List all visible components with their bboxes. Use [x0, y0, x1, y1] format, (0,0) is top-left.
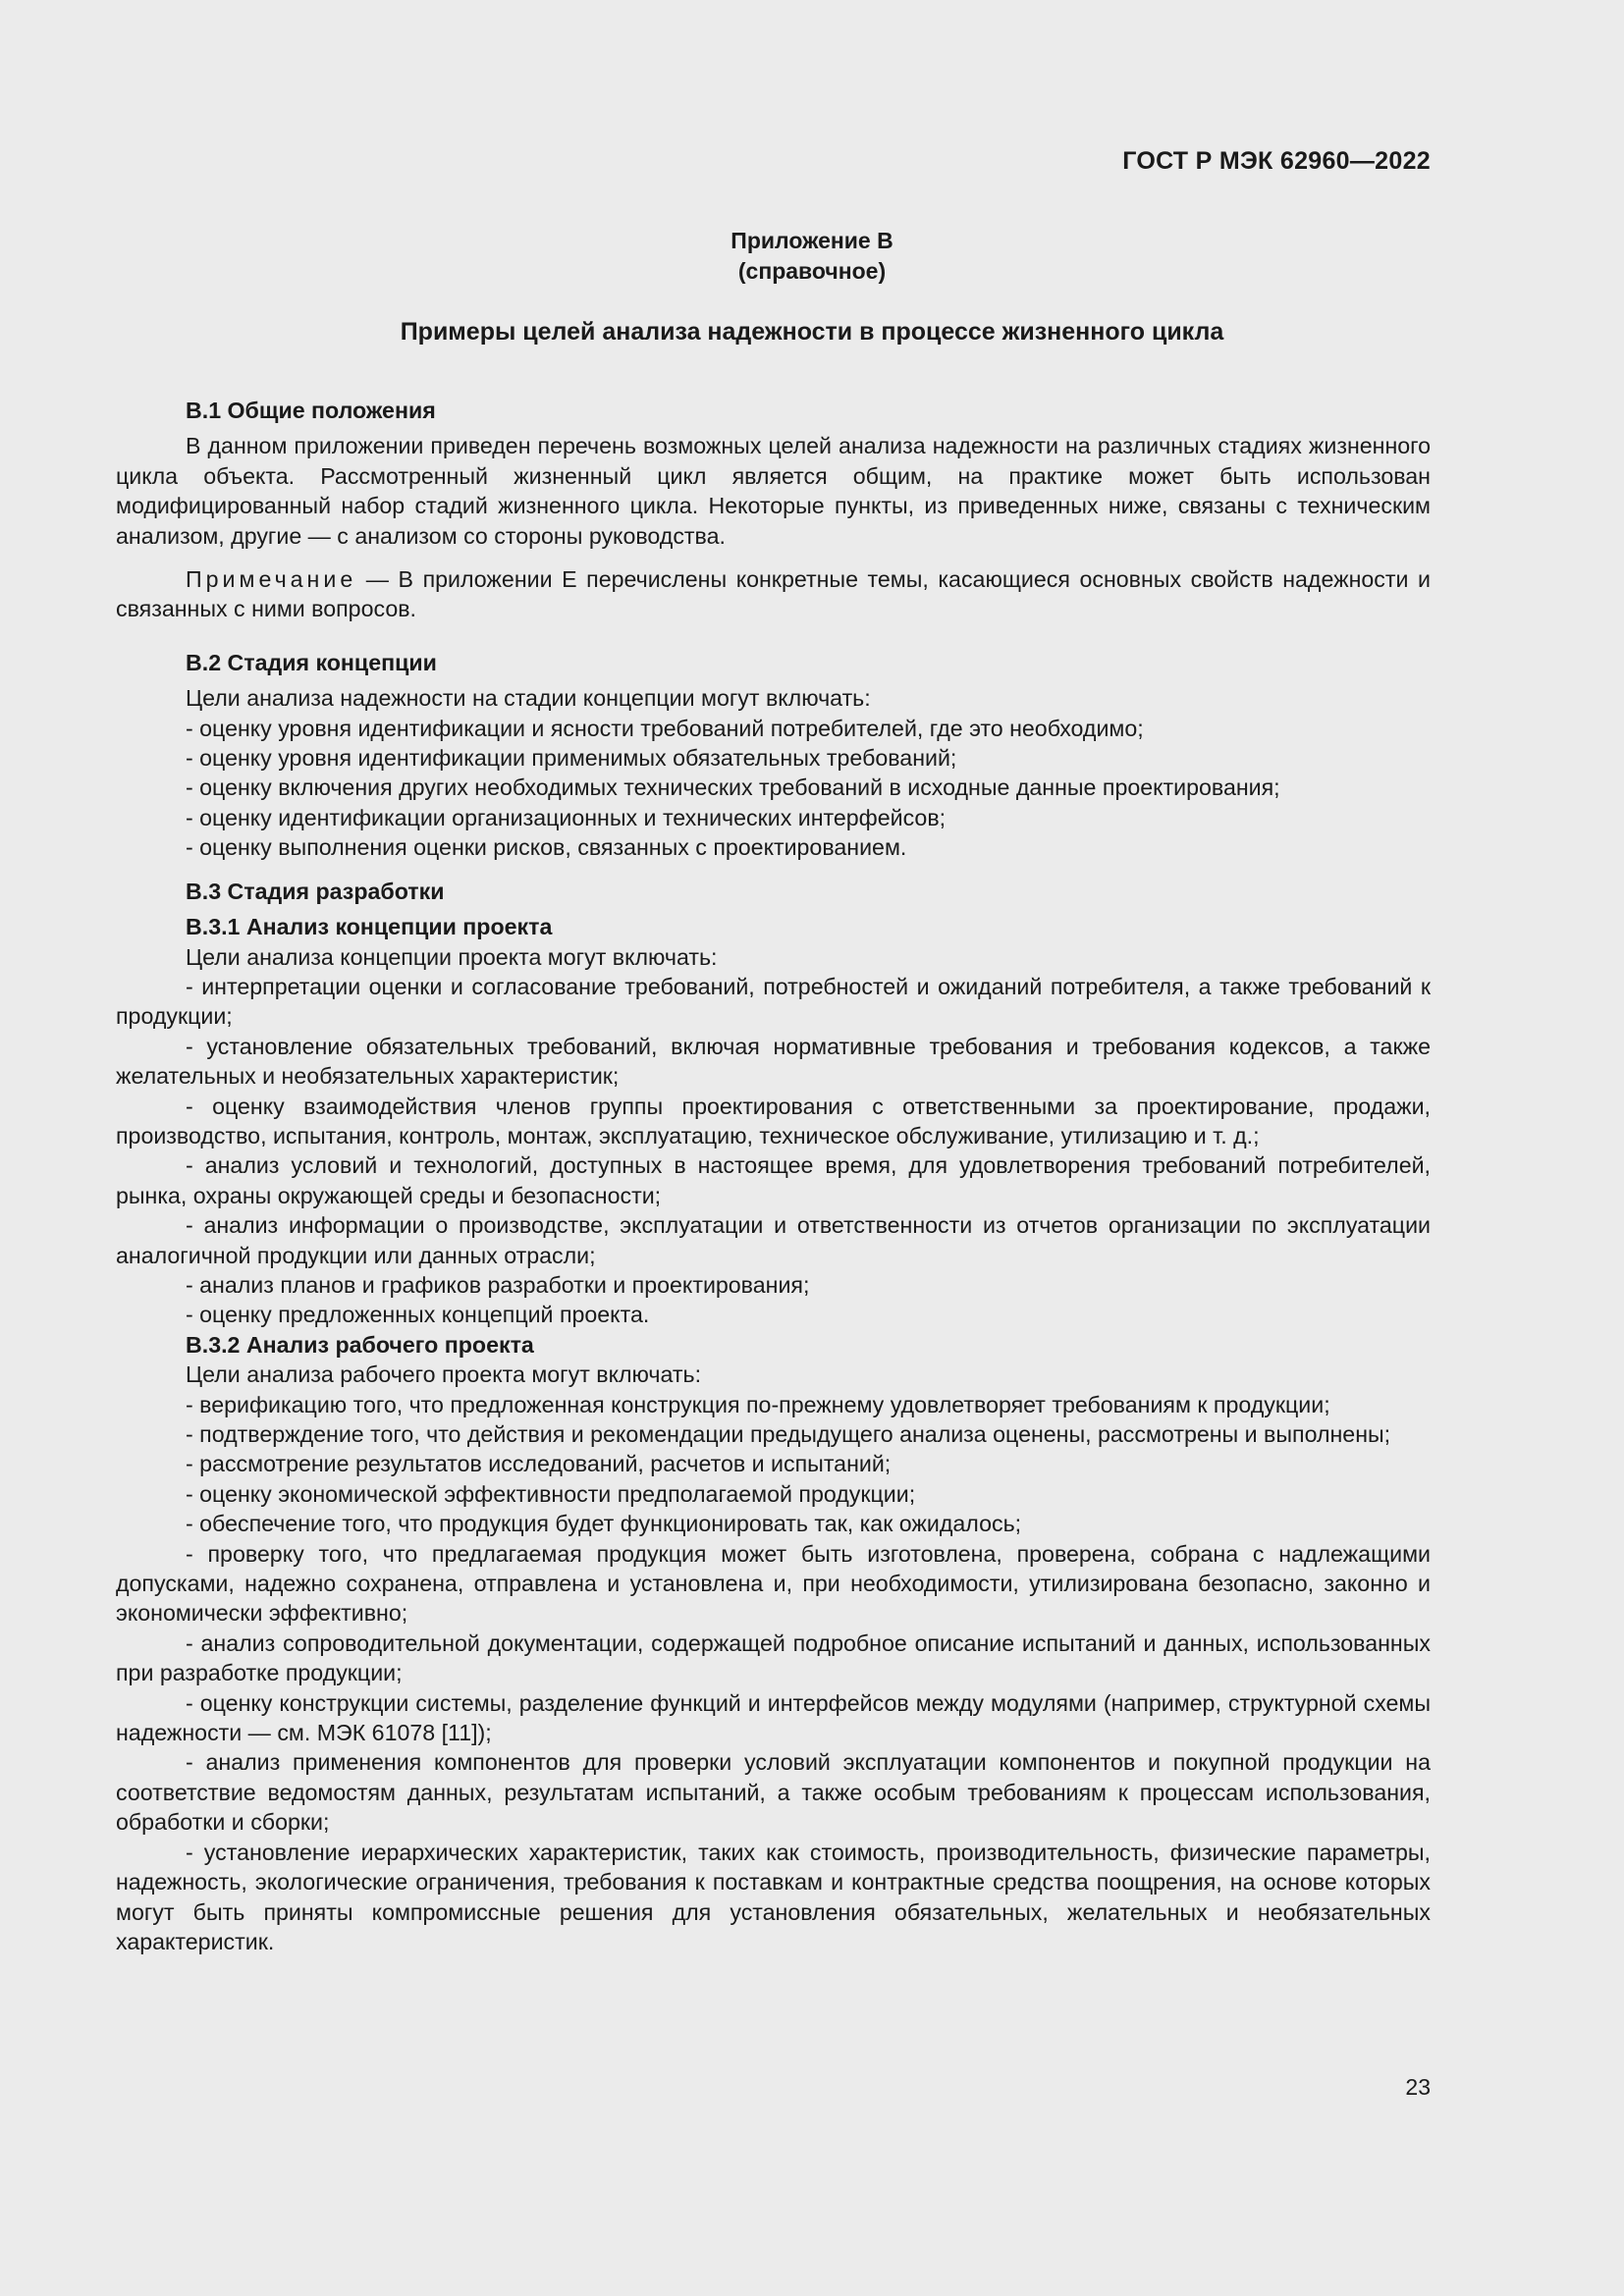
appendix-heading [0, 226, 1624, 287]
page-number: 23 [1405, 2074, 1431, 2100]
list-item: - оценку предложенных концепций проекта. [186, 1302, 650, 1328]
list-item: - анализ применения компонентов для проверки условий эксплуатации компонентов и покупной продукции на соответствие ведомостям данных, результатам испытаний, а также особым требованиям к процессам использования, обработки и сборки; [116, 1749, 1431, 1836]
note-label: Примечание [186, 566, 357, 593]
appendix-title: Приложение В [731, 228, 893, 253]
list-item: - анализ информации о производстве, эксплуатации и ответственности из отчетов организации по эксплуатации аналогичной продукции или данных отрасли; [116, 1212, 1431, 1268]
main-title: Примеры целей анализа надежности в процессе жизненного цикла [400, 318, 1224, 346]
list-item: - оценку экономической эффективности предполагаемой продукции; [186, 1480, 916, 1507]
list-item: - оценку уровня идентификации и ясности требований потребителей, где это необходимо; [186, 715, 1144, 741]
section-b1-text: В данном приложении приведен перечень возможных целей анализа надежности на различных стадиях жизненного цикла объекта. Рассмотренный жизненный цикл является общим, на практике может быть использован модифицированный набор стадий жизненного цикла. Некоторые пункты, из приведенных ниже, связаны с техническим анализом, другие — с анализом со стороны руководства. [116, 433, 1431, 549]
list-item: - оценку уровня идентификации применимых обязательных требований; [186, 745, 957, 772]
list-item: - верификацию того, что предложенная конструкция по-прежнему удовлетворяет требованиям к продукции; [186, 1391, 1330, 1417]
section-b2-intro: Цели анализа надежности на стадии концепции могут включать: [186, 685, 871, 712]
list-item: - проверку того, что предлагаемая продукция может быть изготовлена, проверена, собрана с надлежащими допусками, надежно сохранена, отправлена и установлена и, при необходимости, утилизирована безопасно, законно и экономически эффективно; [116, 1540, 1431, 1627]
section-b1-heading: В.1 Общие положения [186, 398, 436, 423]
list-item: - подтверждение того, что действия и рекомендации предыдущего анализа оценены, рассмотрены и выполнены; [186, 1421, 1391, 1447]
list-item: - оценку конструкции системы, разделение функций и интерфейсов между модулями (например, структурной схемы надежности — см. МЭК 61078 [11]); [116, 1689, 1431, 1746]
list-item: - анализ сопроводительной документации, содержащей подробное описание испытаний и данных, использованных при разработке продукции; [116, 1629, 1431, 1686]
list-item: - интерпретации оценки и согласование требований, потребностей и ожиданий потребителя, а также требований к продукции; [116, 973, 1431, 1030]
list-item: - анализ условий и технологий, доступных в настоящее время, для удовлетворения требований потребителей, рынка, охраны окружающей среды и безопасности; [116, 1152, 1431, 1208]
section-b32-heading: В.3.2 Анализ рабочего проекта [186, 1331, 534, 1358]
section-b2-heading: В.2 Стадия концепции [186, 649, 437, 675]
section-b1-note [116, 564, 1431, 624]
section-b31-heading: В.3.1 Анализ концепции проекта [186, 914, 553, 940]
section-b32-intro: Цели анализа рабочего проекта могут включать: [186, 1362, 702, 1388]
list-item: - оценку включения других необходимых технических требований в исходные данные проектирования; [186, 774, 1280, 801]
document-code: ГОСТ Р МЭК 62960—2022 [1122, 147, 1431, 175]
appendix-subtitle: (справочное) [737, 258, 887, 284]
list-item: - установление обязательных требований, включая нормативные требования и требования кодексов, а также желательных и необязательных характеристик; [116, 1033, 1431, 1090]
list-item: - анализ планов и графиков разработки и проектирования; [186, 1271, 810, 1298]
section-b3-heading: В.3 Стадия разработки [186, 878, 445, 904]
list-item: - оценку взаимодействия членов группы проектирования с ответственными за проектирование, продажи, производство, испытания, контроль, монтаж, эксплуатацию, техническое обслуживание, утилизацию и т. д.; [116, 1093, 1431, 1148]
list-item: - рассмотрение результатов исследований, расчетов и испытаний; [186, 1451, 892, 1477]
list-item: - оценку выполнения оценки рисков, связанных с проектированием. [186, 834, 907, 861]
list-item: - установление иерархических характеристик, таких как стоимость, производительность, физические параметры, надежность, экологические ограничения, требования к поставкам и контрактные средства поощрения, на основе которых могут быть приняты компромиссные решения для установления обязательных, желательных и необязательных характеристик. [116, 1839, 1431, 1954]
section-b31-intro: Цели анализа концепции проекта могут включать: [186, 943, 718, 970]
note-text: — В приложении Е перечислены конкретные темы, касающиеся основных свойств надежности и связанных с ними вопросов. [116, 566, 1431, 622]
document-body [116, 396, 1431, 1956]
list-item: - обеспечение того, что продукция будет функционировать так, как ожидалось; [186, 1511, 1022, 1537]
list-item: - оценку идентификации организационных и технических интерфейсов; [186, 804, 947, 830]
